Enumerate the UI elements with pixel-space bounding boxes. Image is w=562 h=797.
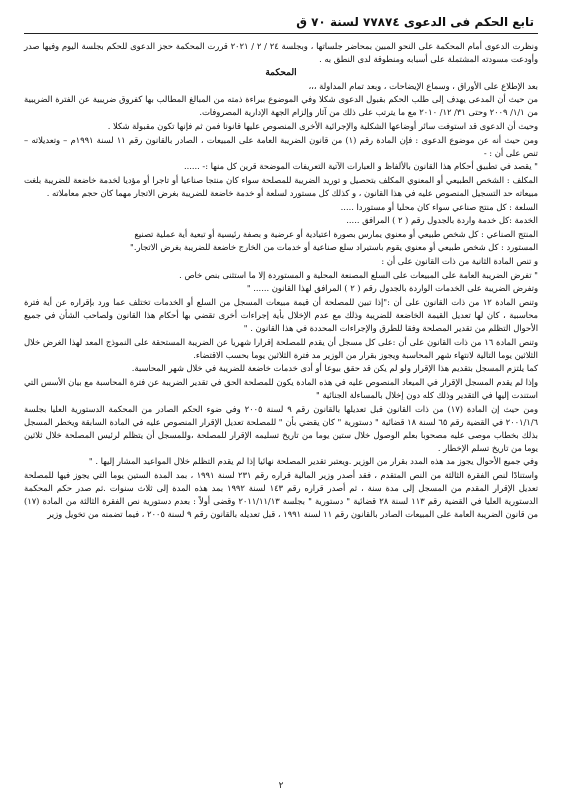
section-title: المحكمة: [265, 67, 297, 78]
paragraph: و تنص المادة الثانية من ذات القانون على أن :: [381, 256, 538, 266]
paragraph: وتفرض الضريبة على الخدمات الواردة بالجدول رقم ( ٢ ) المرافق لهذا القانون ...... ": [246, 283, 538, 294]
case-header: تابع الحكم فى الدعوى ٧٧٨٧٤ لسنة ٧٠ ق: [24, 14, 538, 34]
paragraph: بعد الإطلاع على الأوراق ، وسماع الإيضاحات ، وبعد تمام المداولة ،،،: [308, 80, 538, 91]
paragraph: المكلف : الشخص الطبيعي أو المعنوي المكلف بتحصيل و توريد الضريبة للمصلحة سواء كان منتجا صناعيا أو تاجرا أو مؤديا لخدمة خاضعة للضريبة بلغت مبيعاته حد التسجيل المنصوص عليه في هذا القانون ، و كذلك كل مستورد لسلعة أو خدمة خاضعة للضريبة بغرض الاتجار مهما كان حجم معاملاته .: [24, 174, 538, 199]
paragraph: " يقصد في تطبيق أحكام هذا القانون بالألفاظ و العبارات الآتية التعريفات الموضحة قرين كل منها :- ......: [183, 161, 538, 172]
paragraph: وفي جميع الأحوال يجوز مد هذه المدد بقرار من الوزير .ويعتبر تقدير المصلحة نهائيا إذا لم يقدم التظلم خلال المواعيد المشار إليها . ": [88, 456, 538, 467]
paragraph: ومن حيث أنه عن موضوع الدعوى : فإن المادة رقم (١) من قانون الضريبة العامة على المبيعات ، الصادر بالقانون رقم ١١ لسنة ١٩٩١م – وتعديلاته – تنص على أن : -: [24, 134, 539, 158]
document-body: [24, 40, 538, 521]
paragraph: واستنادًا لنص الفقرة الثالثة من النص المتقدم ، فقد أصدر وزير المالية قراره رقم ٢٣١ لسنة ١٩٩١ ، بمد المدة الستين يوما التي يجوز فيها للمصلحة تعديل الإقرار المقدم من المسجل إلى مدة سنة ، ثم أصدر قراره رقم ١٤٣ لسنة ١٩٩٢ بمد هذه المدة إلى ثلاث سنوات .ثم صدر حكم المحكمة الدستورية العليا في القضية رقم ١١٣ لسنة ٢٨ قضائية " دستورية " بجلسة ٢٠١١/١١/١٣ وقضى أولاً : بعدم دستورية نص الفقرة الثالثة من المادة (١٧) من قانون الضريبة العامة على المبيعات الصادر بالقانون رقم ١١ لسنة ١٩٩١ ، قبل تعديله بالقانون رقم ٩ لسنة ٢٠٠٥ ، فيما تضمنه من تخويل وزير: [24, 470, 539, 520]
paragraph: وإذا لم يقدم المسجل الإقرار في الميعاد المنصوص عليه في هذه المادة يكون للمصلحة الحق في تقدير الضريبة عن فترة المحاسبة مع بيان الأسس التي استندت إليها في التقدير وذلك كله دون إخلال بالمساءلة الجنائية ": [24, 376, 538, 400]
paragraph: ونظرت الدعوى أمام المحكمة على النحو المبين بمحاضر جلساتها ، وبجلسة ٢٤ / ٢ / ٢٠٢١ قررت المحكمة حجز الدعوى للحكم بجلسة اليوم وفيها صدر وأودعت مسودته المشتملة على أسبابه ومنطوقة لدى النطق به .: [24, 41, 538, 65]
paragraph: وحيث أن الدعوى قد استوفت سائر أوضاعها الشكلية والإجرائية الأخرى المنصوص عليها قانونا فمن ثم فإنها تكون مقبولة شكلا .: [107, 121, 538, 132]
paragraph: من حيث أن المدعى يهدف إلى طلب الحكم بقبول الدعوى شكلا وفي الموضوع ببراءة ذمته من المبالغ المطالب بها كفروق ضريبية عن الفترة الضريبية من ١/١/ ٢٠٠٩ وحتى ٣١/ ١٢/ ٢٠١٠ مع ما يترتب على ذلك من آثار وإلزام الجهة الإدارية المصروفات.: [24, 94, 538, 118]
paragraph: الخدمة :كل خدمة واردة بالجدول رقم ( ٢ ) المرافق .....: [346, 215, 538, 226]
paragraph: وتنص المادة ١٦ من ذات القانون على أن :على كل مسجل أن يقدم للمصلحة إقرارا شهريا عن الضريبة المستحقة على النموذج المعد لهذا الغرض خلال الثلاثين يوما التالية لانتهاء شهر المحاسبة ويجوز بقرار من الوزير مد فترة الثلاثين يوما بحسب الاقتضاء.: [24, 336, 538, 360]
paragraph: وتنص المادة ١٢ من ذات القانون على أن :"إذا تبين للمصلحة أن قيمة مبيعات المسجل من السلع أو الخدمات تختلف عما ورد بإقراره عن أية فترة محاسبية ، كان لها تعديل القيمة الخاضعة للضريبة وذلك مع عدم الإخلال بأية إجراءات أخرى تقضي بها أحكام هذا القانون ولصاحب الشأن في جميع الأحوال التظلم من تقدير المصلحة وفقا للطرق والإجراءات المحددة في هذا القانون . ": [24, 296, 538, 333]
paragraph: المنتج الصناعي : كل شخص طبيعي أو معنوي يمارس بصورة اعتيادية أو عرضية و بصفة رئيسية أو تبعية أية عملية تصنيع: [134, 228, 538, 239]
paragraph: ومن حيث إن المادة (١٧) من ذات القانون قبل تعديلها بالقانون رقم ٩ لسنة ٢٠٠٥ وفي ضوء الحكم الصادر من المحكمة الدستورية العليا بجلسة ٢٠٠١/١/٦ في القضية رقم ٦٥ لسنة ١٨ قضائية " دستورية " كان يقضي بأن " للمصلحة تعديل الإقرار المنصوص عليه في المادة السابقة ويخطر المسجل بذلك بخطاب موصى عليه مصحوبا بعلم الوصول خلال ستين يوما من تاريخ تسليمه الإقرار للمصلحة ،وللمسجل أن يتظلم لرئيس المصلحة خلال ثلاثين يوما من تاريخ تسلم الإخطار .: [24, 403, 539, 453]
paragraph: كما يلتزم المسجل بتقديم هذا الإقرار ولو لم يكن قد حقق بيوعا أو أدى خدمات خاضعة للضريبة في خلال شهر المحاسبة.: [131, 363, 538, 374]
paragraph: " تفرض الضريبة العامة على المبيعات على السلع المصنعة المحلية و المستوردة إلا ما استثنى بنص خاص .: [179, 269, 538, 280]
page-number: ٢: [278, 781, 284, 791]
paragraph: المستورد : كل شخص طبيعي أو معنوي يقوم باستيراد سلع صناعية أو خدمات من الخارج خاضعة للضريبة بغرض الاتجار.": [130, 242, 538, 253]
paragraph: السلعة : كل منتج صناعي سواء كان محليا أو مستوردا .....: [340, 201, 538, 212]
